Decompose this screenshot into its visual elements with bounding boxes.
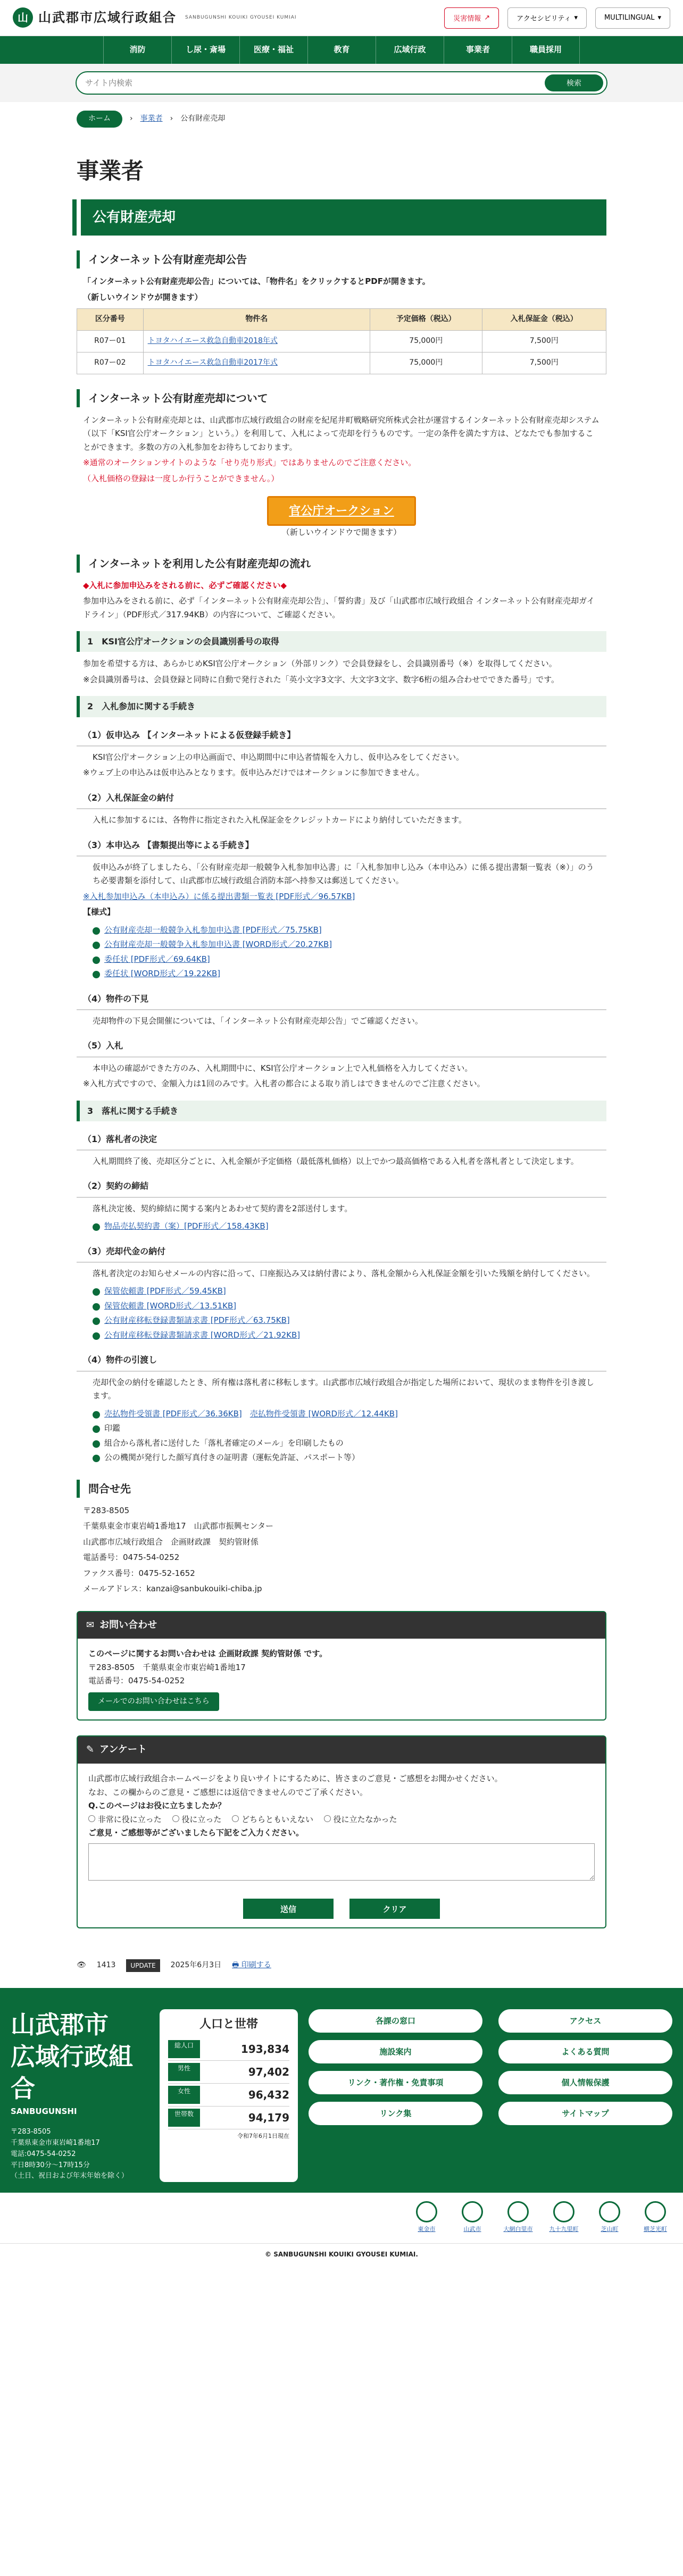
comment-label: ご意見・ご感想等がございましたら下記をご入力ください。 <box>88 1828 304 1837</box>
survey-options: 非常に役に立った 役に立った どちらともいえない 役に立たなかった <box>88 1813 595 1827</box>
survey-heading: アンケート <box>99 1744 147 1756</box>
step-3-2-heading: （2）契約の締結 <box>77 1176 606 1197</box>
footer-logo: 山武郡市 広域行政組合 SANBUGUNSHI 〒283-8505 千葉県東金市東岩崎1番地17 電話:0475-54-0252 平日8時30分～17時15分 （土日、祝日および年末年始を除く） <box>11 2010 133 2180</box>
ksi-banner-block <box>77 496 606 540</box>
nav-medical[interactable]: 医療・福祉 <box>239 36 307 64</box>
contact-line: 電話番号：0475-54-0252 <box>83 1553 180 1563</box>
step-2-4-text: 売却物件の下見会開催については、「インターネット公有財産売却公告」でご確認ください。 <box>93 1016 423 1026</box>
documents-list-link[interactable]: ※入札参加申込み（本申込み）に係る提出書類一覧表 [PDF形式／96.57KB] <box>83 891 355 901</box>
step-2-3-text: 仮申込みが終了しましたら、「公有財産売却一般競争入札参加申込書」に「入札参加申し込み（本申込み）に係る提出書類一覧表（※）」のうち必要書類を添付して、山武郡市広域行政組合消防本部へ持参又は郵送してください。 <box>93 862 594 886</box>
population-box: 人口と世帯 総人口 193,834 男性 97,402 女性 96,432 世帯数 94,179 令和7年6月1日現在 <box>160 2009 298 2182</box>
survey-text: 山武郡市広域行政組合ホームページをより良いサイトにするために、皆さまのご意見・ご感想をお聞かせください。 <box>88 1774 503 1783</box>
logo-name: 山武郡市広域行政組合 <box>38 10 177 26</box>
breadcrumb-home[interactable]: ホーム <box>77 111 122 128</box>
payment-files <box>93 1285 606 1342</box>
contact-line: 山武郡市広域行政組合 企画財政課 契約管財係 <box>83 1537 259 1547</box>
step-1-note: ※会員識別番号は、会員登録と同時に自動で発行された「英小文字3文字、大文字3文字、数字6桁の組み合わせでできた番号」です。 <box>83 674 560 684</box>
about-warning-2: （入札価格の登録は一度しか行うことができません。） <box>83 473 279 483</box>
print-icon: 🖶 <box>232 1961 239 1970</box>
member-towns <box>0 2193 683 2243</box>
search-bar <box>0 64 683 102</box>
file-link[interactable]: 保管依頼書 [PDF形式／59.45KB] <box>104 1286 226 1296</box>
site-logo[interactable] <box>13 7 297 29</box>
update-date: 2025年6月3日 <box>170 1961 222 1970</box>
page-title: 事業者 <box>77 157 144 184</box>
logo-subtitle: SANBUGUNSHI KOUIKI GYOUSEI KUMIAI <box>185 14 297 20</box>
update-badge: UPDATE <box>126 1959 160 1972</box>
disaster-info-button[interactable]: 災害情報 ↗ <box>444 7 499 29</box>
survey-question: Q.このページはお役に立ちましたか？ <box>88 1801 226 1810</box>
footer-link[interactable]: 施設案内 <box>309 2040 482 2063</box>
step-3-4-heading: （4）物件の引渡し <box>77 1349 606 1371</box>
town-link[interactable]: 大網白里市 <box>501 2201 535 2235</box>
list-item: 公の機関が発行した顔写真付きの証明書（運転免許証、パスポート等） <box>93 1451 606 1465</box>
notice-heading: インターネット公有財産売却公告 <box>77 250 606 268</box>
ksi-auction-banner[interactable]: 官公庁オークション <box>267 496 416 526</box>
table-header: 区分番号 <box>77 309 144 331</box>
footer-link[interactable]: 個人情報保護 <box>498 2071 672 2094</box>
nav-sanitation[interactable]: し尿・斎場 <box>171 36 239 64</box>
chevron-right-icon: › <box>130 114 133 123</box>
inquiry-text: このページに関するお問い合わせは 企画財政課 契約管財係 です。 <box>88 1649 328 1659</box>
survey-box <box>77 1735 606 1928</box>
mail-inquiry-button[interactable]: メールでのお問い合わせはこちら <box>88 1692 219 1711</box>
forms-list <box>93 924 606 981</box>
radio-option[interactable] <box>88 1815 95 1822</box>
list-item: 組合から落札者に送付した「落札者確定のメール」を印刷したもの <box>93 1437 606 1450</box>
file-link[interactable]: 委任状 [WORD形式／19.22KB] <box>104 969 221 979</box>
search-input[interactable] <box>85 78 545 88</box>
step-3-4-text: 売却代金の納付を確認したとき、所有権は落札者に移転します。山武郡市広域行政組合が指定した場所において、現状のまま物件を引き渡します。 <box>93 1377 594 1401</box>
contact-heading: 問合せ先 <box>77 1480 606 1498</box>
breadcrumb <box>0 102 683 136</box>
table-row: R07ー02 トヨタハイエース救急自動車2017年式 75,000円 7,500円 <box>77 352 606 374</box>
file-link[interactable]: 売払物件受領書 [WORD形式／12.44KB] <box>249 1408 398 1419</box>
town-emblem-icon <box>462 2201 483 2222</box>
town-link[interactable]: 山武市 <box>455 2201 489 2235</box>
nav-recruit[interactable]: 職員採用 <box>512 36 580 64</box>
inquiry-heading: お問い合わせ <box>99 1619 157 1631</box>
flow-heading: インターネットを利用した公有財産売却の流れ <box>77 555 606 573</box>
notice-table <box>77 308 606 374</box>
file-link[interactable]: 公有財産移転登録書類請求書 [PDF形式／63.75KB] <box>104 1315 290 1325</box>
step-3-heading: 3 落札に関する手続き <box>77 1101 606 1121</box>
step-3-1-text: 入札期間終了後、売却区分ごとに、入札金額が予定価格（最低落札価格）以上でかつ最高価格である入札者を落札者として決定します。 <box>93 1156 579 1166</box>
step-2-5-text: 本申込の確認ができた方のみ、入札期間中に、KSI官公庁オークション上で入札価格を入力してください。 <box>93 1063 473 1073</box>
about-text: インターネット公有財産売却とは、山武郡市広域行政組合の財産を紀尾井町戦略研究所株式会社が運営するインターネット公有財産売却システム（以下「KSI官公庁オークション」という。）を利用して、入札によって売却を行うものです。一定の条件を満たす方は、どなたでも参加することができます。多数の方の入札参加をお待ちしております。 <box>83 415 599 452</box>
step-3-3-text: 落札者決定のお知らせメールの内容に沿って、口座振込み又は納付書により、落札金額から入札保証金額を引いた残額を納付してください。 <box>93 1268 595 1278</box>
step-1-text: 参加を希望する方は、あらかじめKSI官公庁オークション（外部リンク）で会員登録をし、会員識別番号（※）を取得してください。 <box>83 659 557 669</box>
chevron-right-icon: › <box>170 114 173 123</box>
comment-field[interactable] <box>88 1843 595 1881</box>
contact-line: ファクス番号：0475-52-1652 <box>83 1568 195 1578</box>
chevron-down-icon: ▾ <box>657 14 661 22</box>
step-2-heading: 2 入札参加に関する手続き <box>77 696 606 717</box>
step-2-3-heading: （3）本申込み 【書類提出等による手続き】 <box>77 835 606 857</box>
step-2-5-note: ※入札方式ですので、金額入力は1回のみです。入札者の都合による取り消しはできませんのでご注意ください。 <box>83 1079 485 1089</box>
main-content <box>77 152 606 1954</box>
inquiry-address: 〒283-8505 千葉県東金市東岩崎1番地17 <box>88 1662 246 1672</box>
nav-education[interactable]: 教育 <box>307 36 376 64</box>
contact-line: メールアドレス：kanzai@sanbukouiki-chiba.jp <box>83 1584 262 1594</box>
contact-line: 〒283-8505 <box>83 1505 130 1515</box>
file-link[interactable]: 公有財産売却一般競争入札参加申込書 [PDF形式／75.75KB] <box>104 925 322 935</box>
survey-text-2: なお、この欄からのご意見・ご感想には返信できませんのでご了承ください。 <box>88 1787 368 1797</box>
nav-business[interactable]: 事業者 <box>444 36 512 64</box>
inquiry-box <box>77 1611 606 1721</box>
inquiry-tel: 電話番号：0475-54-0252 <box>88 1676 185 1686</box>
step-3-3-heading: （3）売却代金の納付 <box>77 1241 606 1263</box>
notice-text: 「インターネット公有財産売却公告」については、「物件名」をクリックするとPDFが開きます。 <box>83 276 430 287</box>
multilingual-button[interactable]: MULTILINGUAL ▾ <box>595 7 670 29</box>
footer-link[interactable]: サイトマップ <box>498 2102 672 2125</box>
radio-option[interactable] <box>172 1815 179 1822</box>
file-link[interactable]: 保管依頼書 [WORD形式／13.51KB] <box>104 1300 237 1311</box>
section-title: 公有財産売却 <box>77 199 606 236</box>
town-emblem-icon <box>507 2201 529 2222</box>
page-info <box>77 1959 606 1972</box>
town-emblem-icon <box>599 2201 620 2222</box>
about-warning: ※通常のオークションサイトのような「せり売り形式」ではありませんのでご注意ください。 <box>83 458 417 468</box>
breadcrumb-current: 公有財産売却 <box>180 114 226 123</box>
footer-link[interactable]: アクセス <box>498 2009 672 2033</box>
radio-option[interactable] <box>324 1815 331 1822</box>
radio-option[interactable] <box>232 1815 239 1822</box>
global-nav <box>0 36 683 64</box>
town-emblem-icon <box>645 2201 666 2222</box>
step-3-2-text: 落札決定後、契約締結に関する案内とあわせて契約書を2部送付します。 <box>93 1203 353 1213</box>
footer-link[interactable]: リンク・著作権・免責事項 <box>309 2071 482 2094</box>
file-link[interactable]: 売払物件受領書 [PDF形式／36.36KB] <box>104 1408 242 1419</box>
flow-text: 参加申込みをされる前に、必ず「インターネット公有財産売却公告」、「誓約書」及び「山武郡市広域行政組合 インターネット公有財産売却ガイドライン」（PDF形式／317.94KB）の内容について、ご確認ください。 <box>83 596 595 619</box>
step-2-4-heading: （4）物件の下見 <box>77 988 606 1010</box>
eye-icon: 👁 <box>77 1961 86 1970</box>
about-heading: インターネット公有財産売却について <box>77 389 606 407</box>
town-link[interactable]: 九十九里町 <box>547 2201 581 2235</box>
table-row: R07ー01 トヨタハイエース救急自動車2018年式 75,000円 7,500円 <box>77 331 606 353</box>
table-header: 入札保証金（税込） <box>482 309 606 331</box>
external-icon: ↗ <box>484 14 490 22</box>
send-button[interactable]: 送信 <box>243 1899 334 1919</box>
footer-links <box>309 2009 672 2182</box>
file-link[interactable]: 公有財産売却一般競争入札参加申込書 [WORD形式／20.27KB] <box>104 939 332 950</box>
step-2-1-note: ※ウェブ上の申込みは仮申込みとなります。仮申込みだけではオークションに参加できません。 <box>83 768 424 778</box>
town-emblem-icon <box>416 2201 437 2222</box>
town-link[interactable]: 横芝光町 <box>638 2201 672 2235</box>
item-link[interactable]: トヨタハイエース救急自動車2017年式 <box>147 358 278 367</box>
site-footer <box>0 1988 683 2265</box>
pencil-icon: ✎ <box>86 1744 95 1756</box>
step-2-1-heading: （1）仮申込み 【インターネットによる仮登録手続き】 <box>77 725 606 746</box>
item-link[interactable]: トヨタハイエース救急自動車2018年式 <box>147 337 278 346</box>
notice-text-2: （新しいウインドウが開きます） <box>83 292 203 302</box>
chevron-down-icon: ▾ <box>574 14 578 22</box>
file-link[interactable]: 物品売払契約書（案）[PDF形式／158.43KB] <box>104 1221 269 1231</box>
banner-note: （新しいウインドウで開きます） <box>281 527 402 538</box>
step-2-2-text: 入札に参加するには、各物件に指定された入札保証金をクレジットカードにより納付していただきます。 <box>93 815 467 825</box>
accessibility-button[interactable]: アクセシビリティ ▾ <box>507 7 587 29</box>
logo-icon: 山 <box>13 7 33 28</box>
file-link[interactable]: 公有財産移転登録書類請求書 [WORD形式／21.92KB] <box>104 1330 301 1340</box>
table-header: 物件名 <box>143 309 370 331</box>
step-2-2-heading: （2）入札保証金の納付 <box>77 787 606 809</box>
table-header: 予定価格（税込） <box>370 309 482 331</box>
mail-icon: ✉ <box>86 1619 95 1631</box>
print-link[interactable]: 🖶 印刷する <box>232 1961 271 1970</box>
file-link[interactable]: 委任状 [PDF形式／69.64KB] <box>104 954 210 964</box>
clear-button[interactable]: クリア <box>349 1899 440 1919</box>
footer-link[interactable]: 各課の窓口 <box>309 2009 482 2033</box>
handover-files <box>93 1407 606 1465</box>
nav-fire[interactable]: 消防 <box>103 36 171 64</box>
search-button[interactable]: 検索 <box>545 74 603 91</box>
view-count: 1413 <box>96 1961 116 1970</box>
footer-link[interactable]: リンク集 <box>309 2102 482 2125</box>
contact-line: 千葉県東金市東岩崎1番地17 山武郡市振興センター <box>83 1521 274 1531</box>
breadcrumb-business[interactable]: 事業者 <box>140 114 163 123</box>
town-emblem-icon <box>553 2201 574 2222</box>
list-item: 印鑑 <box>93 1422 606 1436</box>
step-1-heading: 1 KSI官公庁オークションの会員識別番号の取得 <box>77 631 606 652</box>
nav-admin[interactable]: 広域行政 <box>376 36 444 64</box>
town-link[interactable]: 東金市 <box>410 2201 444 2235</box>
important-note: ◆入札に参加申込みをされる前に、必ずご確認ください◆ <box>83 580 287 590</box>
step-2-1-text: KSI官公庁オークション上の申込画面で、申込期間中に申込者情報を入力し、仮申込みをしてください。 <box>93 752 464 762</box>
step-2-5-heading: （5）入札 <box>77 1035 606 1057</box>
town-link[interactable]: 芝山町 <box>593 2201 627 2235</box>
footer-link[interactable]: よくある質問 <box>498 2040 672 2063</box>
forms-heading: 【様式】 <box>83 907 115 917</box>
site-header <box>0 0 683 36</box>
copyright: © SANBUGUNSHI KOUIKI GYOUSEI KUMIAI. <box>0 2243 683 2265</box>
step-3-1-heading: （1）落札者の決定 <box>77 1129 606 1151</box>
